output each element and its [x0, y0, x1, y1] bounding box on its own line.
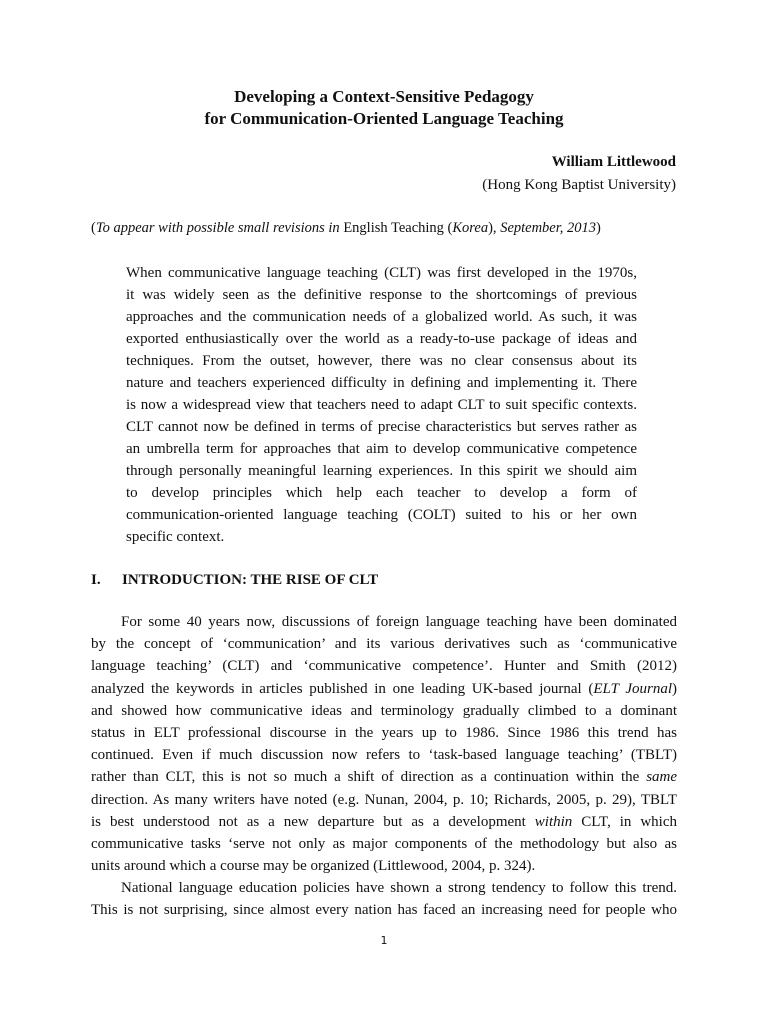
- abstract-line: When communicative language teaching (CLT) was first developed in the 1970s,: [126, 265, 637, 281]
- paper-title-line-1: Developing a Context-Sensitive Pedagogy: [234, 87, 534, 106]
- page-number: 1: [380, 934, 388, 947]
- abstract-line: nature and teachers experienced difficulty in defining and implementing it. There: [126, 375, 637, 391]
- body-line: is best understood not as a new departure but as a development within CLT, in which: [91, 813, 677, 830]
- body-line: analyzed the keywords in articles published in one leading UK-based journal (ELT Journal): [91, 680, 677, 697]
- section-title: INTRODUCTION: THE RISE OF CLT: [122, 572, 379, 588]
- body-line: language teaching’ (CLT) and ‘communicative competence’. Hunter and Smith (2012): [91, 658, 677, 675]
- abstract-line: communication-oriented language teaching (COLT) suited to his or her own: [126, 507, 637, 523]
- body-line: This is not surprising, since almost every nation has faced an increasing need for people who: [91, 902, 677, 919]
- section-number: I.: [91, 572, 101, 588]
- body-line: National language education policies have shown a strong tendency to follow this trend.: [121, 880, 677, 897]
- abstract-line: specific context.: [126, 529, 225, 545]
- author-affiliation: (Hong Kong Baptist University): [482, 177, 676, 193]
- paper-title-line-2: for Communication-Oriented Language Teaching: [204, 109, 564, 128]
- abstract-line: approaches and the communication needs of a globalized world. As such, it was: [126, 309, 637, 325]
- author-name: William Littlewood: [551, 154, 676, 170]
- body-line: rather than CLT, this is not so much a shift of direction as a continuation within the same: [91, 769, 677, 786]
- abstract-line: CLT cannot now be defined in terms of precise characteristics but serves rather as: [126, 419, 637, 435]
- body-line: direction. As many writers have noted (e.g. Nunan, 2004, p. 10; Richards, 2005, p. 29), TBLT: [91, 791, 677, 808]
- abstract-line: to develop principles which help each teacher to develop a form of: [126, 485, 637, 501]
- body-line: and showed how communicative ideas and terminology gradually climbed to a dominant: [91, 702, 677, 719]
- emphasis-same: same: [646, 769, 677, 786]
- abstract-line: exported enthusiastically over the world as a ready-to-use package of ideas and: [126, 331, 637, 347]
- body-line: status in ELT professional discourse in the years up to 1986. Since 1986 this trend has: [91, 724, 677, 741]
- journal-name: ELT Journal: [593, 680, 672, 697]
- publication-note: (To appear with possible small revisions in English Teaching (Korea), September, 2013): [91, 220, 601, 236]
- abstract-line: through personally meaningful learning experiences. In this spirit we should aim: [126, 463, 637, 479]
- body-line: For some 40 years now, discussions of foreign language teaching have been dominated: [121, 614, 677, 630]
- body-line: units around which a course may be organized (Littlewood, 2004, p. 324).: [91, 858, 536, 875]
- abstract-line: an umbrella term for approaches that aim to develop communicative competence: [126, 441, 637, 457]
- body-line: by the concept of ‘communication’ and its various derivatives such as ‘communicative: [91, 636, 677, 653]
- abstract-line: techniques. From the outset, however, there was no clear consensus about its: [126, 353, 637, 369]
- emphasis-within: within: [534, 813, 573, 830]
- abstract: [126, 262, 637, 548]
- body-line: continued. Even if much discussion now refers to ‘task-based language teaching’ (TBLT): [91, 747, 677, 764]
- section-heading: [91, 570, 378, 590]
- body-text: [91, 611, 677, 922]
- abstract-line: it was widely seen as the definitive response to the shortcomings of previous: [126, 287, 637, 303]
- body-line: communicative tasks ‘serve not only as major components of the methodology but also as: [91, 835, 677, 852]
- abstract-line: is now a widespread view that teachers need to adapt CLT to suit specific contexts.: [126, 397, 637, 413]
